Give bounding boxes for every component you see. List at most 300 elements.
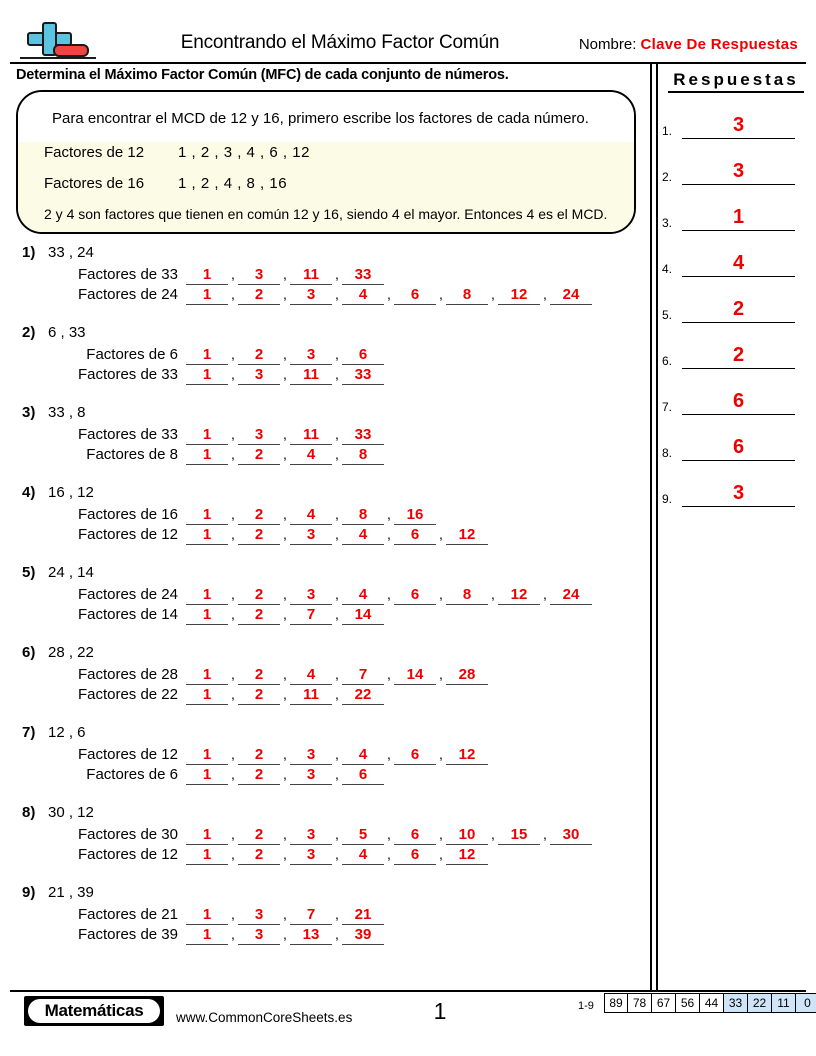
example-intro: Para encontrar el MCD de 12 y 16, primero escribe los factores de cada número.	[52, 110, 589, 127]
score-box: 89	[604, 993, 628, 1013]
example-row2-factors: 1 , 2 , 4 , 8 , 16	[178, 175, 288, 192]
factor-blank[interactable]: 2	[238, 746, 280, 765]
factor-blank[interactable]: 1	[186, 926, 228, 945]
factor-separator: ,	[283, 926, 287, 942]
score-box: 44	[700, 993, 724, 1013]
factor-row-label: Factores de 12	[77, 746, 178, 763]
factor-separator: ,	[387, 526, 391, 542]
header-divider	[10, 62, 806, 64]
factor-separator: ,	[231, 446, 235, 462]
factor-blank[interactable]: 1	[186, 746, 228, 765]
factor-blanks	[186, 446, 384, 465]
factor-separator: ,	[283, 346, 287, 362]
factor-blanks	[186, 366, 384, 385]
plus-minus-logo-icon	[20, 22, 96, 60]
factor-blank[interactable]: 5	[342, 826, 384, 845]
answer-value[interactable]: 4	[732, 252, 745, 274]
answer-index: 1.	[662, 124, 673, 138]
factor-separator: ,	[335, 606, 339, 622]
factor-blank[interactable]: 3	[290, 746, 332, 765]
factor-blanks	[186, 906, 384, 925]
answer-value[interactable]: 3	[732, 114, 745, 136]
problem-header	[22, 564, 94, 581]
answer-value[interactable]: 2	[732, 298, 745, 320]
factor-separator: ,	[283, 586, 287, 602]
problem-item	[0, 804, 650, 884]
factor-row-label: Factores de 33	[77, 366, 178, 383]
factor-separator: ,	[335, 446, 339, 462]
answer-value[interactable]: 3	[732, 160, 745, 182]
problem-header	[22, 644, 94, 661]
factor-row-label: Factores de 39	[77, 926, 178, 943]
answer-value[interactable]: 3	[732, 482, 745, 504]
factor-blank[interactable]: 1	[186, 666, 228, 685]
answer-row	[660, 148, 810, 194]
score-box: 11	[772, 993, 796, 1013]
factor-blank[interactable]: 6	[394, 826, 436, 845]
factor-row-label: Factores de 6	[86, 766, 178, 783]
factor-separator: ,	[335, 846, 339, 862]
factor-blank[interactable]: 2	[238, 666, 280, 685]
factor-blank[interactable]: 1	[186, 846, 228, 865]
answer-row	[660, 332, 810, 378]
factor-blank[interactable]: 3	[290, 346, 332, 365]
factor-blank[interactable]: 7	[290, 606, 332, 625]
factor-blanks	[186, 586, 592, 605]
factor-blank[interactable]: 2	[238, 826, 280, 845]
factor-blank[interactable]: 1	[186, 426, 228, 445]
answer-blank-line	[682, 368, 795, 369]
factor-row-label: Factores de 16	[77, 506, 178, 523]
score-box: 56	[676, 993, 700, 1013]
answer-value[interactable]: 6	[732, 390, 745, 412]
factor-blank[interactable]: 6	[342, 766, 384, 785]
factor-row-label: Factores de 8	[86, 446, 178, 463]
factor-separator: ,	[439, 286, 443, 302]
factor-separator: ,	[335, 426, 339, 442]
factor-separator: ,	[387, 286, 391, 302]
factor-row-label: Factores de 24	[77, 586, 178, 603]
factor-separator: ,	[231, 926, 235, 942]
problem-item	[0, 884, 650, 964]
factor-blank[interactable]: 11	[290, 266, 332, 285]
factor-blank[interactable]: 1	[186, 686, 228, 705]
answer-blank-line	[682, 276, 795, 277]
problem-number-pair: 12 , 6	[48, 724, 86, 741]
problem-item	[0, 564, 650, 644]
factor-separator: ,	[335, 686, 339, 702]
factor-blank[interactable]: 33	[342, 266, 384, 285]
factor-separator: ,	[335, 346, 339, 362]
factor-blank[interactable]: 3	[290, 826, 332, 845]
factor-blank[interactable]: 1	[186, 286, 228, 305]
factor-separator: ,	[335, 366, 339, 382]
problem-item	[0, 244, 650, 324]
factor-separator: ,	[387, 506, 391, 522]
factor-separator: ,	[439, 746, 443, 762]
problem-number-pair: 24 , 14	[48, 564, 94, 581]
problem-item	[0, 484, 650, 564]
factor-blank[interactable]: 3	[238, 926, 280, 945]
factor-separator: ,	[387, 826, 391, 842]
factor-row-label: Factores de 12	[77, 526, 178, 543]
factor-row-label: Factores de 6	[86, 346, 178, 363]
answer-index: 4.	[662, 262, 673, 276]
brand-label: Matemáticas	[28, 999, 160, 1023]
answer-index: 5.	[662, 308, 673, 322]
factor-blank[interactable]: 1	[186, 826, 228, 845]
factor-separator: ,	[335, 766, 339, 782]
factor-blank[interactable]: 4	[290, 666, 332, 685]
factor-separator: ,	[335, 526, 339, 542]
factor-blanks	[186, 926, 384, 945]
problem-header	[22, 404, 86, 421]
factor-separator: ,	[543, 286, 547, 302]
factor-blank[interactable]: 8	[342, 446, 384, 465]
factor-blanks	[186, 826, 592, 845]
factor-row-label: Factores de 14	[77, 606, 178, 623]
example-row2-label: Factores de 16	[44, 175, 145, 192]
factor-blanks	[186, 686, 384, 705]
factor-blanks	[186, 426, 384, 445]
factor-blank[interactable]: 39	[342, 926, 384, 945]
factor-separator: ,	[387, 846, 391, 862]
answer-row	[660, 286, 810, 332]
factor-separator: ,	[231, 826, 235, 842]
factor-separator: ,	[335, 746, 339, 762]
factor-blank[interactable]: 3	[290, 846, 332, 865]
example-box	[16, 90, 636, 234]
factor-blank[interactable]: 8	[446, 286, 488, 305]
logo-plus-center	[44, 34, 55, 44]
name-field	[579, 36, 798, 53]
factor-separator: ,	[543, 826, 547, 842]
factor-blank[interactable]: 4	[342, 746, 384, 765]
factor-blank[interactable]: 8	[446, 586, 488, 605]
factor-separator: ,	[283, 506, 287, 522]
factor-separator: ,	[231, 586, 235, 602]
answer-index: 9.	[662, 492, 673, 506]
factor-separator: ,	[387, 746, 391, 762]
answer-row	[660, 470, 810, 516]
factor-separator: ,	[543, 586, 547, 602]
factor-blank[interactable]: 3	[290, 766, 332, 785]
factor-separator: ,	[439, 846, 443, 862]
factor-blanks	[186, 506, 436, 525]
factor-blank[interactable]: 30	[550, 826, 592, 845]
score-box: 78	[628, 993, 652, 1013]
problem-item	[0, 644, 650, 724]
factor-separator: ,	[491, 286, 495, 302]
factor-blank[interactable]: 7	[342, 666, 384, 685]
answer-index: 2.	[662, 170, 673, 184]
answer-row	[660, 194, 810, 240]
problem-number: 1)	[22, 244, 36, 261]
score-scale	[604, 993, 816, 1013]
factor-separator: ,	[387, 586, 391, 602]
factor-blank[interactable]: 10	[446, 826, 488, 845]
score-box: 67	[652, 993, 676, 1013]
factor-row-label: Factores de 22	[77, 686, 178, 703]
footer-divider	[10, 990, 806, 992]
score-box: 22	[748, 993, 772, 1013]
factor-separator: ,	[335, 666, 339, 682]
factor-blank[interactable]: 2	[238, 346, 280, 365]
factor-separator: ,	[283, 266, 287, 282]
factor-blank[interactable]: 15	[498, 826, 540, 845]
factor-blank[interactable]: 1	[186, 526, 228, 545]
factor-blank[interactable]: 12	[446, 746, 488, 765]
instruction-text: Determina el Máximo Factor Común (MFC) de cada conjunto de números.	[16, 67, 509, 83]
factor-separator: ,	[231, 526, 235, 542]
factor-blank[interactable]: 2	[238, 846, 280, 865]
factor-separator: ,	[283, 366, 287, 382]
factor-separator: ,	[335, 926, 339, 942]
problem-number-pair: 33 , 24	[48, 244, 94, 261]
problem-header	[22, 244, 94, 261]
answers-heading: Respuestas	[668, 70, 804, 93]
problem-number: 8)	[22, 804, 36, 821]
factor-separator: ,	[283, 286, 287, 302]
factor-blank[interactable]: 22	[342, 686, 384, 705]
factor-blank[interactable]: 12	[446, 846, 488, 865]
column-divider-outer	[650, 62, 652, 990]
factor-separator: ,	[283, 526, 287, 542]
factor-separator: ,	[335, 826, 339, 842]
factor-blank[interactable]: 4	[290, 446, 332, 465]
factor-blank[interactable]: 6	[394, 286, 436, 305]
factor-blank[interactable]: 12	[498, 586, 540, 605]
problem-number-pair: 30 , 12	[48, 804, 94, 821]
example-row1-label: Factores de 12	[44, 144, 145, 161]
score-box: 0	[796, 993, 816, 1013]
factor-blanks	[186, 266, 384, 285]
answer-index: 8.	[662, 446, 673, 460]
factor-blank[interactable]: 2	[238, 526, 280, 545]
answer-index: 7.	[662, 400, 673, 414]
factor-blank[interactable]: 3	[238, 366, 280, 385]
factor-blank[interactable]: 1	[186, 506, 228, 525]
problem-header	[22, 884, 94, 901]
answer-row	[660, 378, 810, 424]
factor-separator: ,	[283, 666, 287, 682]
factor-blank[interactable]: 4	[342, 286, 384, 305]
factor-separator: ,	[439, 666, 443, 682]
factor-separator: ,	[283, 766, 287, 782]
problem-item	[0, 724, 650, 804]
factor-blank[interactable]: 2	[238, 446, 280, 465]
site-url: www.CommonCoreSheets.es	[176, 1010, 353, 1025]
problem-item	[0, 404, 650, 484]
factor-blank[interactable]: 6	[394, 586, 436, 605]
logo-baseline	[20, 57, 96, 59]
answer-row	[660, 240, 810, 286]
page-title: Encontrando el Máximo Factor Común	[180, 32, 500, 53]
answer-blank-line	[682, 322, 795, 323]
factor-separator: ,	[231, 286, 235, 302]
factor-blank[interactable]: 2	[238, 506, 280, 525]
factor-separator: ,	[231, 766, 235, 782]
problem-number-pair: 16 , 12	[48, 484, 94, 501]
score-box: 33	[724, 993, 748, 1013]
factor-blanks	[186, 606, 384, 625]
factor-blanks	[186, 286, 592, 305]
problem-number-pair: 6 , 33	[48, 324, 86, 341]
answer-blank-line	[682, 506, 795, 507]
factor-blank[interactable]: 1	[186, 586, 228, 605]
factor-blank[interactable]: 14	[394, 666, 436, 685]
problem-number: 7)	[22, 724, 36, 741]
factor-row-label: Factores de 30	[77, 826, 178, 843]
factor-blank[interactable]: 6	[342, 346, 384, 365]
factor-blank[interactable]: 11	[290, 686, 332, 705]
factor-blank[interactable]: 1	[186, 906, 228, 925]
factor-separator: ,	[283, 746, 287, 762]
factor-row-label: Factores de 33	[77, 426, 178, 443]
factor-separator: ,	[283, 686, 287, 702]
factor-separator: ,	[231, 686, 235, 702]
factor-separator: ,	[283, 906, 287, 922]
factor-blank[interactable]: 2	[238, 686, 280, 705]
factor-separator: ,	[335, 266, 339, 282]
factor-row-label: Factores de 28	[77, 666, 178, 683]
factor-blanks	[186, 766, 384, 785]
factor-blank[interactable]: 12	[446, 526, 488, 545]
factor-separator: ,	[283, 846, 287, 862]
factor-separator: ,	[283, 446, 287, 462]
factor-blank[interactable]: 1	[186, 766, 228, 785]
factor-separator: ,	[335, 906, 339, 922]
factor-blank[interactable]: 3	[290, 586, 332, 605]
factor-blank[interactable]: 6	[394, 746, 436, 765]
answer-index: 3.	[662, 216, 673, 230]
factor-blank[interactable]: 3	[290, 286, 332, 305]
factor-blank[interactable]: 4	[342, 586, 384, 605]
problem-number: 3)	[22, 404, 36, 421]
factor-blank[interactable]: 24	[550, 586, 592, 605]
factor-separator: ,	[439, 826, 443, 842]
factor-blank[interactable]: 6	[394, 846, 436, 865]
factor-blank[interactable]: 21	[342, 906, 384, 925]
factor-separator: ,	[283, 426, 287, 442]
factor-separator: ,	[231, 666, 235, 682]
answer-blank-line	[682, 138, 795, 139]
factor-separator: ,	[283, 826, 287, 842]
factor-separator: ,	[231, 346, 235, 362]
factor-blank[interactable]: 3	[290, 526, 332, 545]
page-number: 1	[433, 998, 447, 1024]
factor-separator: ,	[231, 906, 235, 922]
factor-blank[interactable]: 11	[290, 426, 332, 445]
answer-blank-line	[682, 414, 795, 415]
page-header	[0, 0, 816, 62]
factor-blank[interactable]: 12	[498, 286, 540, 305]
problem-item	[0, 324, 650, 404]
problem-number: 6)	[22, 644, 36, 661]
problem-number-pair: 28 , 22	[48, 644, 94, 661]
problem-number: 2)	[22, 324, 36, 341]
factor-separator: ,	[491, 826, 495, 842]
factor-blank[interactable]: 4	[342, 526, 384, 545]
factor-blank[interactable]: 14	[342, 606, 384, 625]
answer-value[interactable]: 1	[732, 206, 745, 228]
answer-blank-line	[682, 184, 795, 185]
factor-blank[interactable]: 1	[186, 266, 228, 285]
answer-value[interactable]: 2	[732, 344, 745, 366]
factor-blank[interactable]: 1	[186, 346, 228, 365]
factor-separator: ,	[335, 286, 339, 302]
name-value: Clave De Respuestas	[640, 36, 798, 53]
factor-blanks	[186, 346, 384, 365]
factor-separator: ,	[491, 586, 495, 602]
factor-blank[interactable]: 24	[550, 286, 592, 305]
brand-badge	[24, 996, 164, 1026]
factor-blanks	[186, 846, 488, 865]
problem-header	[22, 484, 94, 501]
factor-blank[interactable]: 28	[446, 666, 488, 685]
factor-blank[interactable]: 4	[342, 846, 384, 865]
factor-separator: ,	[439, 586, 443, 602]
factor-row-label: Factores de 33	[77, 266, 178, 283]
factor-blanks	[186, 526, 488, 545]
factor-row-label: Factores de 24	[77, 286, 178, 303]
factor-blank[interactable]: 33	[342, 366, 384, 385]
answer-value[interactable]: 6	[732, 436, 745, 458]
factor-blank[interactable]: 3	[238, 906, 280, 925]
factor-blank[interactable]: 1	[186, 446, 228, 465]
factor-blank[interactable]: 4	[290, 506, 332, 525]
answer-index: 6.	[662, 354, 673, 368]
factor-blank[interactable]: 3	[238, 426, 280, 445]
factor-blank[interactable]: 11	[290, 366, 332, 385]
factor-separator: ,	[231, 846, 235, 862]
factor-separator: ,	[439, 526, 443, 542]
factor-row-label: Factores de 12	[77, 846, 178, 863]
problem-number: 5)	[22, 564, 36, 581]
factor-blank[interactable]: 6	[394, 526, 436, 545]
problem-number: 9)	[22, 884, 36, 901]
problem-header	[22, 324, 86, 341]
factor-blank[interactable]: 16	[394, 506, 436, 525]
example-conclusion: 2 y 4 son factores que tienen en común 12 y 16, siendo 4 el mayor. Entonces 4 es el MCD.	[44, 206, 608, 222]
factor-separator: ,	[231, 366, 235, 382]
problem-number-pair: 33 , 8	[48, 404, 86, 421]
answer-row	[660, 102, 810, 148]
factor-blank[interactable]: 3	[238, 266, 280, 285]
answer-blank-line	[682, 230, 795, 231]
factor-blank[interactable]: 2	[238, 586, 280, 605]
problem-number-pair: 21 , 39	[48, 884, 94, 901]
factor-blank[interactable]: 1	[186, 606, 228, 625]
score-range-label: 1-9	[578, 1000, 594, 1012]
factor-separator: ,	[231, 266, 235, 282]
factor-blank[interactable]: 13	[290, 926, 332, 945]
factor-blank[interactable]: 8	[342, 506, 384, 525]
problem-number: 4)	[22, 484, 36, 501]
answer-blank-line	[682, 460, 795, 461]
factor-separator: ,	[231, 606, 235, 622]
factor-blank[interactable]: 33	[342, 426, 384, 445]
factor-blank[interactable]: 1	[186, 366, 228, 385]
factor-blank[interactable]: 2	[238, 606, 280, 625]
factor-blank[interactable]: 2	[238, 286, 280, 305]
factor-separator: ,	[283, 606, 287, 622]
problem-header	[22, 724, 86, 741]
factor-row-label: Factores de 21	[77, 906, 178, 923]
factor-blank[interactable]: 7	[290, 906, 332, 925]
factor-blank[interactable]: 2	[238, 766, 280, 785]
answer-row	[660, 424, 810, 470]
